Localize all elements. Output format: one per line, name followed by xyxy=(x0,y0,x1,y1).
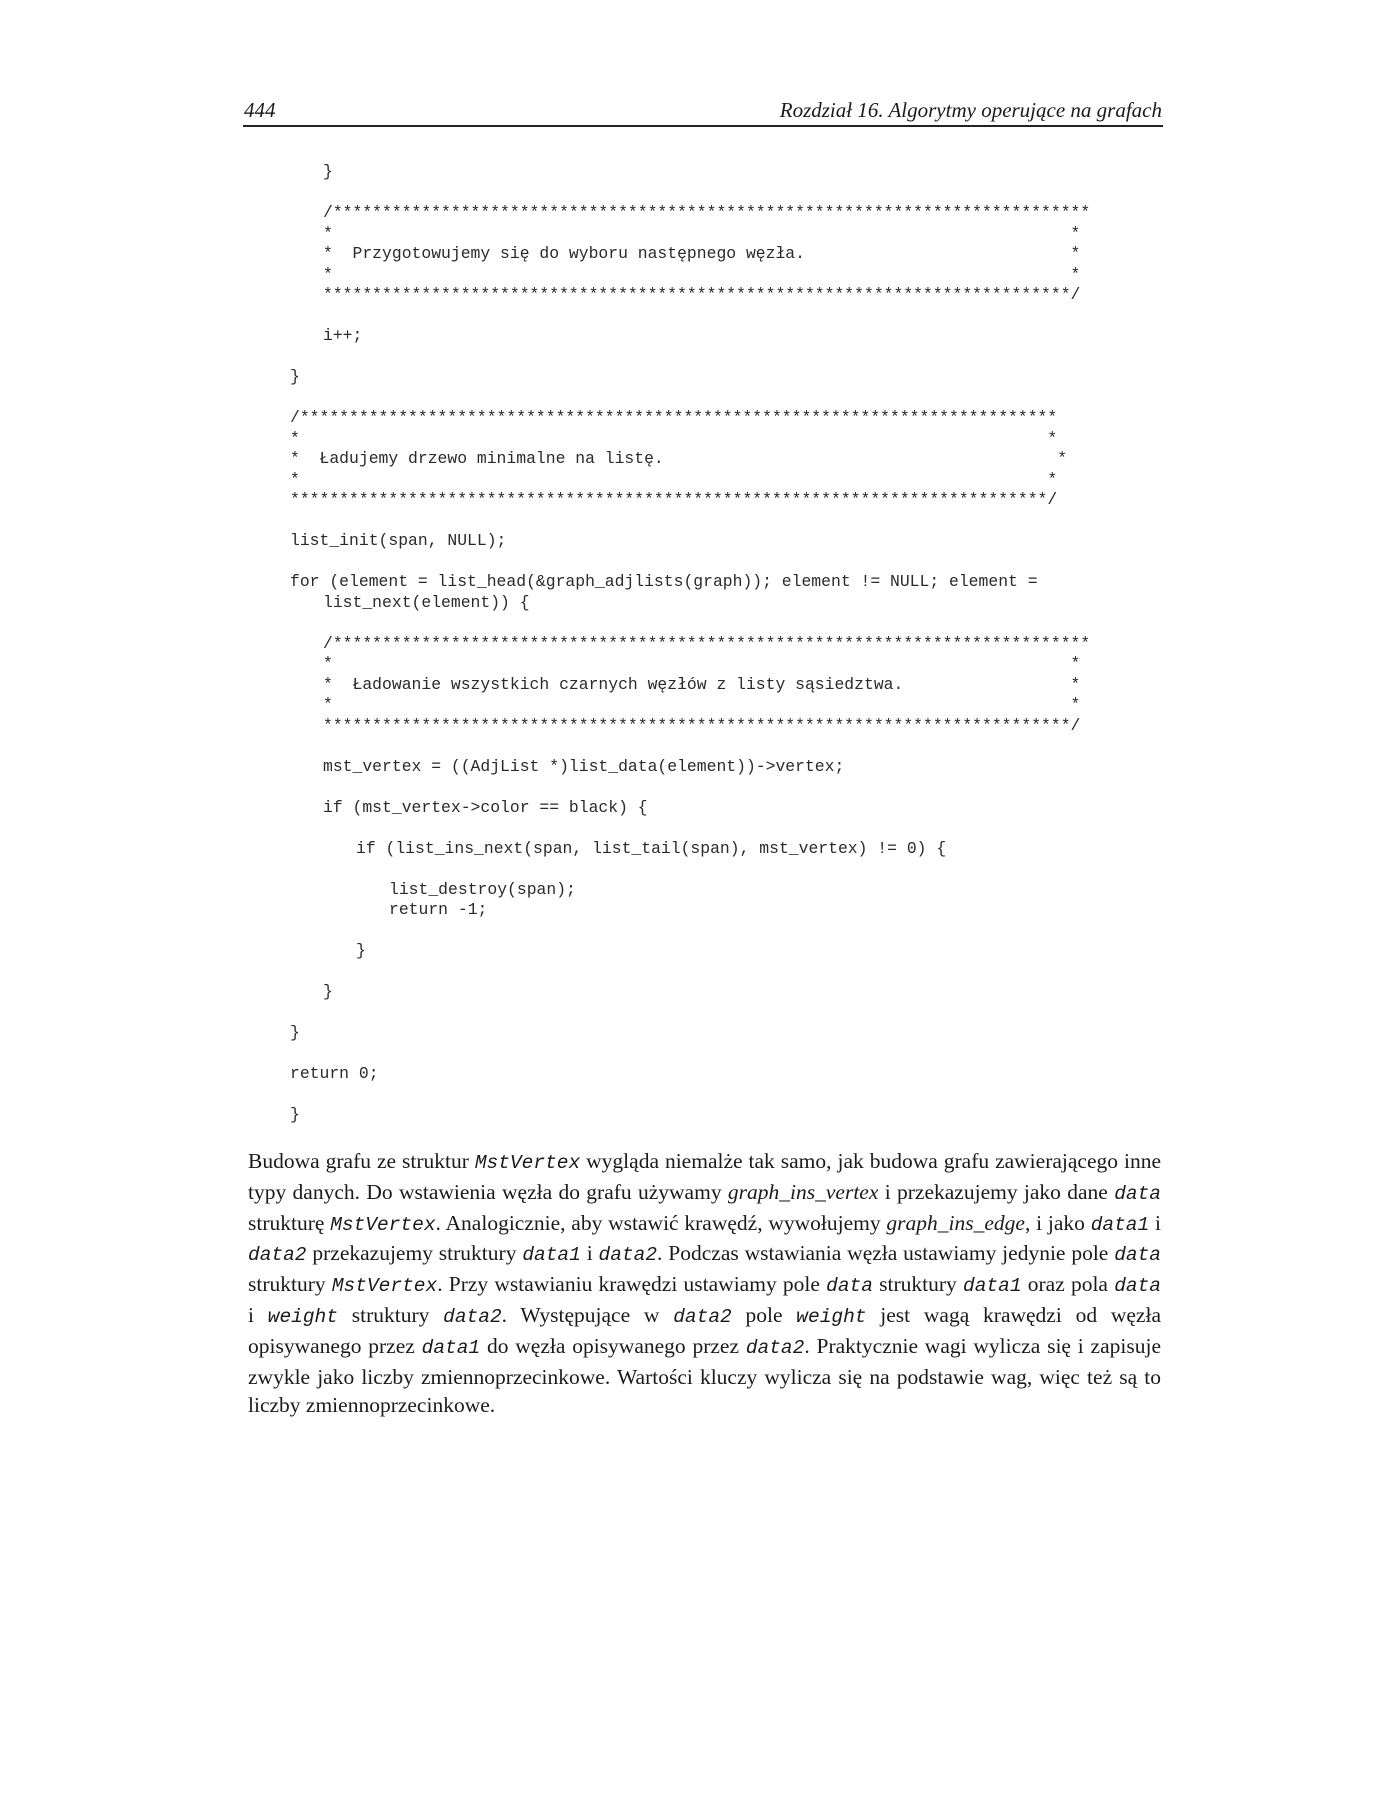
code-line xyxy=(290,777,1170,798)
code-line: } xyxy=(323,162,333,181)
text-run: wygląda niemalże tak samo, jak budowa grafu zawierającego inne typy danych. Do wstawienia węzła do grafu używamy xyxy=(248,1149,1161,1204)
code-line: if (mst_vertex->color == black) { xyxy=(323,797,648,817)
code-line xyxy=(290,511,1170,532)
code-identifier: data2 xyxy=(598,1244,658,1267)
code-line: * * xyxy=(290,428,1058,448)
code-line: } xyxy=(290,1105,300,1124)
code-line: ****************************************************************************/ xyxy=(323,285,1081,304)
code-identifier: data xyxy=(1114,1275,1161,1298)
code-line: /***************************************************************************** xyxy=(323,203,1091,222)
code-line: } xyxy=(290,367,300,386)
code-identifier: data2 xyxy=(745,1336,805,1359)
header-rule xyxy=(243,125,1163,127)
code-line: return 0; xyxy=(290,1064,379,1083)
code-identifier: MstVertex xyxy=(330,1213,436,1236)
code-line xyxy=(290,388,1170,409)
code-line xyxy=(290,552,1170,573)
text-run: oraz pola xyxy=(1021,1272,1115,1297)
code-line: /***************************************************************************** xyxy=(323,633,1091,653)
code-line: * * xyxy=(323,654,1081,673)
code-line: ****************************************************************************/ xyxy=(323,715,1081,735)
code-identifier: weight xyxy=(267,1305,338,1328)
text-run: . Przy wstawianiu krawędzi ustawiamy pole xyxy=(437,1272,827,1297)
text-run: jest wagą krawędzi od węzła opisywanego przez xyxy=(248,1302,1161,1358)
chapter-title: Rozdział 16. Algorytmy operujące na grafach xyxy=(779,98,1162,122)
text-run: pole xyxy=(731,1302,797,1327)
text-run: . Analogicznie, aby wstawić krawędź, wywołujemy xyxy=(435,1210,887,1235)
code-line: list_next(element)) { xyxy=(323,592,530,612)
code-line xyxy=(290,962,1170,983)
code-line xyxy=(290,1044,1170,1065)
code-line xyxy=(290,613,1170,634)
code-line: * * xyxy=(290,469,1058,489)
code-line: list_destroy(span); xyxy=(389,879,576,899)
code-identifier: MstVertex xyxy=(331,1275,438,1298)
code-line xyxy=(290,347,1170,368)
text-run: i przekazujemy jako dane xyxy=(878,1179,1115,1204)
code-line: *****************************************************************************/ xyxy=(290,490,1058,509)
code-line xyxy=(290,306,1170,327)
text-run: strukturę xyxy=(248,1210,331,1235)
code-line: /***************************************************************************** xyxy=(290,408,1058,427)
text-run: przekazujemy struktury xyxy=(306,1241,523,1266)
code-identifier: data xyxy=(826,1275,873,1298)
code-line: mst_vertex = ((AdjList *)list_data(element))->vertex; xyxy=(323,756,845,776)
code-identifier: MstVertex xyxy=(474,1152,581,1174)
code-line xyxy=(290,736,1170,757)
text-run: do węzła opisywanego przez xyxy=(480,1333,746,1358)
code-line: } xyxy=(290,1023,300,1042)
code-line: * * xyxy=(323,264,1081,284)
code-line xyxy=(290,921,1170,942)
code-identifier: weight xyxy=(796,1305,867,1328)
code-identifier: data1 xyxy=(963,1275,1022,1298)
code-line xyxy=(290,818,1170,839)
code-line xyxy=(290,859,1170,880)
code-line: } xyxy=(356,941,366,960)
code-line xyxy=(290,183,1170,204)
code-line: list_init(span, NULL); xyxy=(290,531,507,550)
text-run: . Podczas wstawiania węzła ustawiamy jedynie pole xyxy=(657,1241,1115,1266)
code-line: if (list_ins_next(span, list_tail(span), mst_vertex) != 0) { xyxy=(356,838,947,858)
code-identifier: data xyxy=(1114,1244,1162,1267)
page-number: 444 xyxy=(244,98,276,122)
code-line: i++; xyxy=(323,326,363,345)
code-listing xyxy=(290,162,1170,1126)
code-identifier: data2 xyxy=(443,1305,502,1328)
code-line: * Ładujemy drzewo minimalne na listę. * xyxy=(290,449,1068,468)
text-run: , i jako xyxy=(1024,1210,1091,1235)
code-line xyxy=(290,1003,1170,1024)
code-identifier: data xyxy=(1114,1182,1161,1205)
code-identifier: data1 xyxy=(522,1244,581,1267)
text-run: i xyxy=(580,1241,599,1266)
text-run: Budowa grafu ze struktur xyxy=(248,1149,475,1173)
code-identifier: data1 xyxy=(421,1336,481,1359)
code-identifier: data1 xyxy=(1090,1213,1150,1236)
body-paragraph xyxy=(248,1147,1161,1420)
code-line: * * xyxy=(323,223,1081,243)
code-line xyxy=(290,1085,1170,1106)
text-run: struktury xyxy=(248,1272,332,1297)
function-name: graph_ins_edge xyxy=(886,1210,1025,1235)
text-run: i xyxy=(248,1302,268,1327)
running-header xyxy=(244,98,1162,124)
code-line: * * xyxy=(323,695,1081,714)
code-identifier: data2 xyxy=(673,1305,732,1328)
code-identifier: data2 xyxy=(248,1244,307,1267)
code-line: return -1; xyxy=(389,900,488,919)
text-run: i xyxy=(1149,1210,1161,1235)
function-name: graph_ins_vertex xyxy=(727,1179,879,1204)
text-run: . Praktycznie wagi wylicza się i zapisuje zwykle jako liczby zmiennoprzecinkowe. Wartości kluczy wylicza się na podstawie wag, więc też są to liczby zmiennoprzecinkowe. xyxy=(248,1333,1161,1418)
code-line: * Przygotowujemy się do wyboru następnego węzła. * xyxy=(323,244,1081,263)
text-run: struktury xyxy=(337,1302,444,1327)
text-run: . Występujące w xyxy=(501,1302,674,1327)
text-run: struktury xyxy=(872,1272,964,1297)
code-line: } xyxy=(323,982,333,1001)
code-line: * Ładowanie wszystkich czarnych węzłów z listy sąsiedztwa. * xyxy=(323,674,1081,694)
code-line: for (element = list_head(&graph_adjlists(graph)); element != NULL; element = xyxy=(290,572,1038,591)
